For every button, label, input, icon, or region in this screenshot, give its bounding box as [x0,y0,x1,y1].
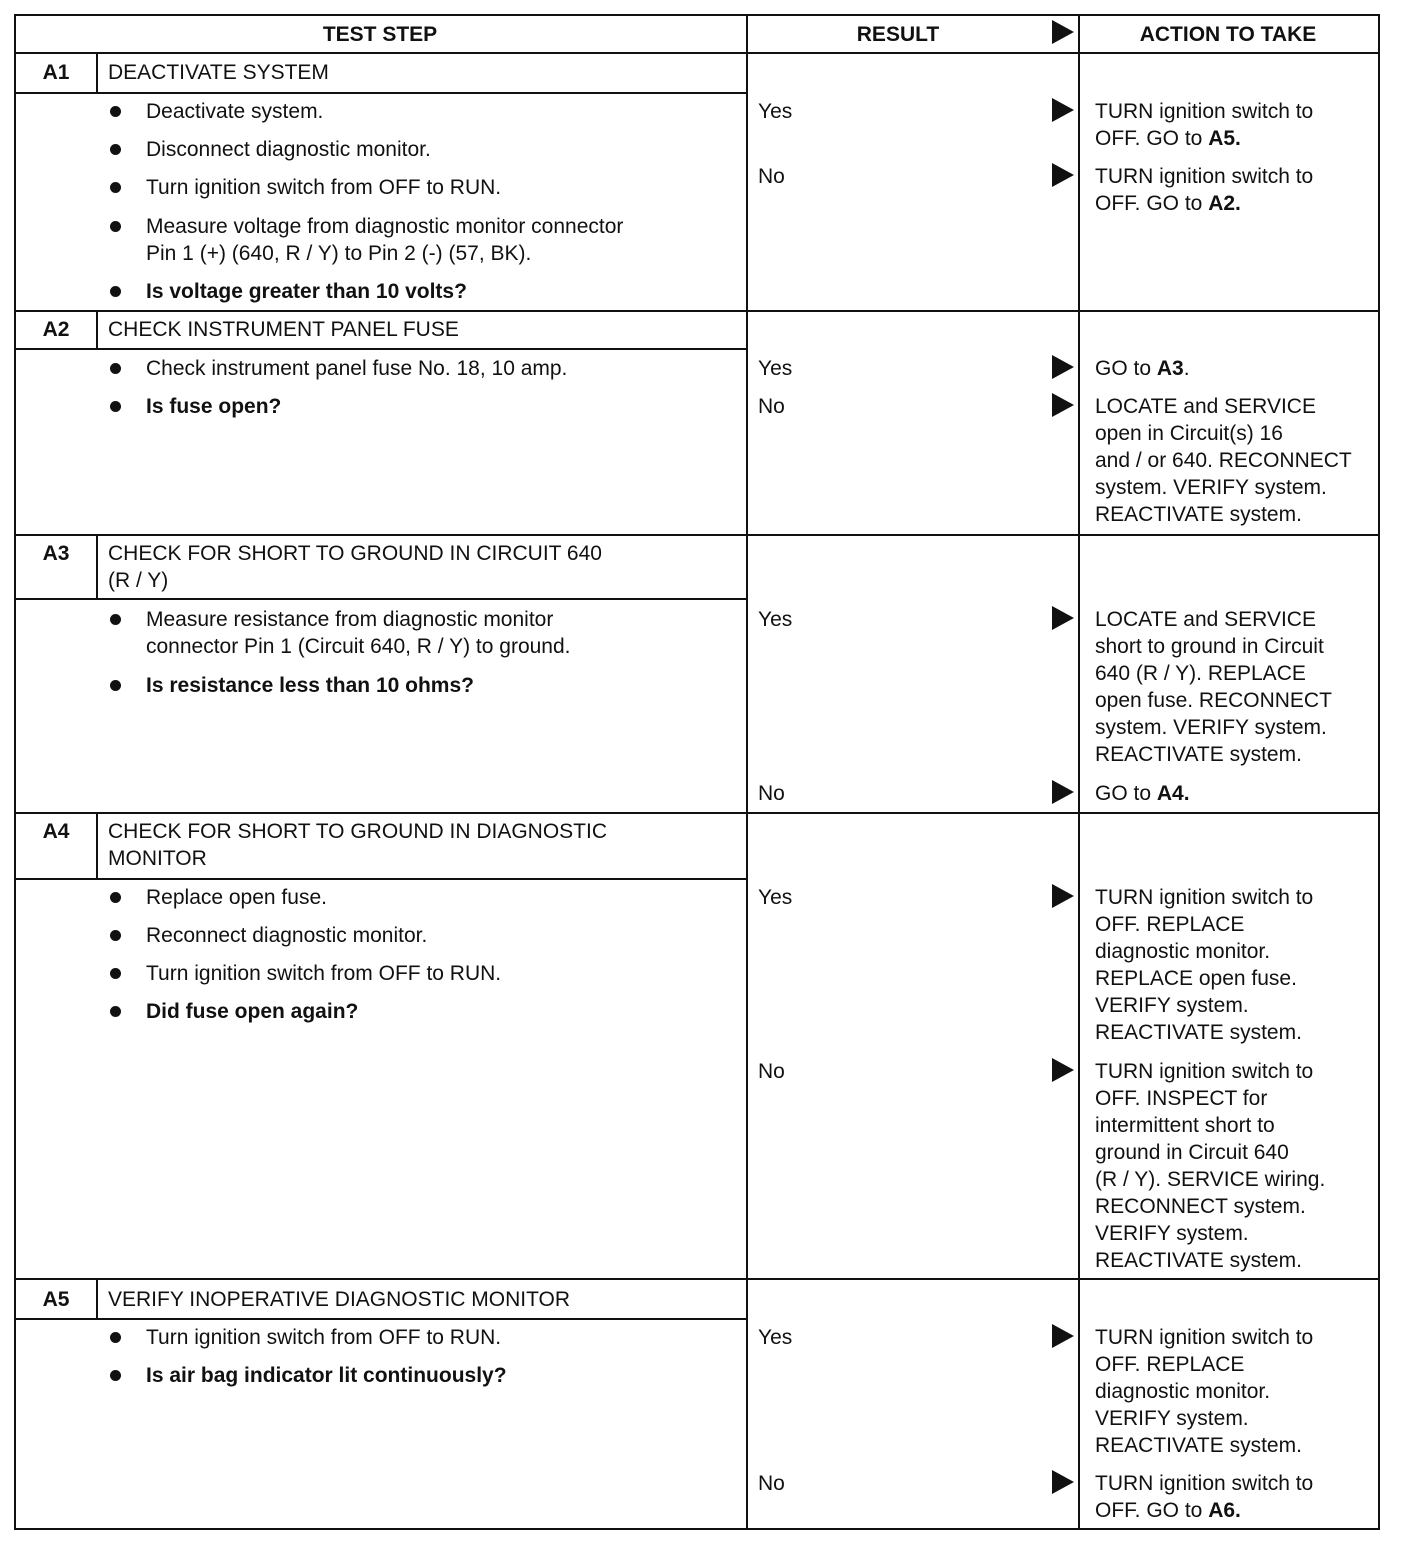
action-line [1095,393,1316,420]
result-column-rule [746,14,748,1528]
result-yes: Yes [758,1326,793,1349]
action-line [1095,1497,1241,1524]
bullet-icon [110,1006,121,1017]
action-text: TURN ignition switch to [1095,886,1314,909]
step-title-rule [14,1318,746,1320]
step-instruction: Is fuse open? [146,395,282,418]
step-instruction: Check instrument panel fuse No. 18, 10 amp. [146,357,568,380]
action-line [1095,1247,1302,1274]
action-text: VERIFY system. [1095,1222,1249,1245]
action-line [1095,1139,1289,1166]
step-instruction: Disconnect diagnostic monitor. [146,138,431,161]
action-text: TURN ignition switch to [1095,1326,1314,1349]
step-reference: A6. [1208,1499,1241,1522]
action-line [1095,1220,1249,1247]
step-instruction: Did fuse open again? [146,1000,359,1023]
result-arrow-icon [1052,1058,1074,1082]
bullet-icon [110,892,121,903]
step-instruction: Reconnect diagnostic monitor. [146,924,428,947]
action-text: diagnostic monitor. [1095,940,1271,963]
result-yes: Yes [758,100,793,123]
step-instruction: Measure voltage from diagnostic monitor connector [146,215,624,238]
bullet-icon [110,614,121,625]
action-line [1095,1324,1313,1351]
step-instruction: Turn ignition switch from OFF to RUN. [146,176,502,199]
action-text: open in Circuit(s) 16 [1095,422,1283,445]
step-separator [14,310,1378,312]
action-line [1095,163,1313,190]
step-instruction: Deactivate system. [146,100,324,123]
table-bottom-border [14,1528,1378,1530]
action-line [1095,884,1313,911]
action-line [1095,992,1249,1019]
step-separator [14,1278,1378,1280]
result-arrow-icon [1052,1324,1074,1348]
action-line [1095,1378,1270,1405]
step-reference: A3 [1156,357,1184,380]
step-id: A5 [42,1288,70,1311]
action-line [1095,780,1190,807]
action-line [1095,1085,1267,1112]
action-text: open fuse. RECONNECT [1095,689,1332,712]
step-title-rule [14,348,746,350]
action-text: GO to [1095,782,1157,805]
action-text: short to ground in Circuit [1095,635,1324,658]
action-line [1095,1112,1275,1139]
action-text: system. VERIFY system. [1095,716,1327,739]
step-title-rule [14,92,746,94]
step-title: VERIFY INOPERATIVE DIAGNOSTIC MONITOR [108,1288,571,1311]
step-reference: A2. [1208,192,1241,215]
action-text: TURN ignition switch to [1095,165,1314,188]
action-text: OFF. INSPECT for [1095,1087,1268,1110]
action-line [1095,741,1302,768]
action-line [1095,98,1313,125]
bullet-icon [110,930,121,941]
bullet-icon [110,1332,121,1343]
step-title: MONITOR [108,847,207,870]
step-reference: A4. [1156,782,1190,805]
action-text: OFF. GO to [1095,192,1209,215]
action-line [1095,125,1241,152]
bullet-icon [110,286,121,297]
action-text: TURN ignition switch to [1095,1472,1314,1495]
action-line [1095,1351,1244,1378]
action-line [1095,474,1327,501]
result-arrow-icon [1052,780,1074,804]
step-id-rule [96,310,98,348]
action-line [1095,190,1241,217]
result-arrow-icon [1052,98,1074,122]
action-text: REACTIVATE system. [1095,1249,1302,1272]
action-line [1095,501,1302,528]
result-arrow-icon [1052,1470,1074,1494]
result-no: No [758,395,785,418]
action-text: 640 (R / Y). REPLACE [1095,662,1306,685]
header-action: ACTION TO TAKE [1139,23,1317,46]
step-reference: A5. [1208,127,1241,150]
action-line [1095,1166,1325,1193]
header-arrow-icon [1052,20,1074,44]
step-instruction: Measure resistance from diagnostic monitor [146,608,554,631]
step-id: A1 [42,61,70,84]
action-line [1095,447,1352,474]
action-line [1095,1058,1313,1085]
step-title-rule [14,878,746,880]
bullet-icon [110,182,121,193]
header-bottom-border [14,52,1378,54]
result-yes: Yes [758,608,793,631]
action-line [1095,714,1327,741]
step-instruction: Is voltage greater than 10 volts? [146,280,467,303]
action-text: intermittent short to [1095,1114,1275,1137]
action-line [1095,687,1332,714]
action-line [1095,1470,1313,1497]
action-line [1095,660,1306,687]
step-id-rule [96,812,98,878]
result-arrow-icon [1052,884,1074,908]
action-text: REPLACE open fuse. [1095,967,1297,990]
action-text: RECONNECT system. [1095,1195,1306,1218]
action-line [1095,1432,1302,1459]
table-top-border [14,14,1378,16]
action-text: LOCATE and SERVICE [1095,395,1316,418]
action-text: REACTIVATE system. [1095,503,1302,526]
header-test-step: TEST STEP [322,23,438,46]
action-line [1095,606,1316,633]
step-separator [14,812,1378,814]
action-text: OFF. REPLACE [1095,1353,1245,1376]
result-no: No [758,1060,785,1083]
step-title: CHECK FOR SHORT TO GROUND IN CIRCUIT 640 [108,542,602,565]
result-arrow-icon [1052,355,1074,379]
step-id-rule [96,1278,98,1318]
action-text: and / or 640. RECONNECT [1095,449,1352,472]
step-instruction: Is air bag indicator lit continuously? [146,1364,507,1387]
step-instruction: Replace open fuse. [146,886,327,909]
action-text: REACTIVATE system. [1095,1434,1302,1457]
bullet-icon [110,401,121,412]
step-title: CHECK INSTRUMENT PANEL FUSE [108,318,459,341]
action-line [1095,965,1297,992]
result-arrow-icon [1052,606,1074,630]
action-text: GO to [1095,357,1157,380]
action-text: TURN ignition switch to [1095,100,1314,123]
result-arrow-icon [1052,393,1074,417]
action-line [1095,911,1244,938]
step-id: A3 [42,542,70,565]
step-title: CHECK FOR SHORT TO GROUND IN DIAGNOSTIC [108,820,607,843]
action-line [1095,420,1283,447]
step-instruction: Turn ignition switch from OFF to RUN. [146,962,502,985]
action-text: system. VERIFY system. [1095,476,1327,499]
step-instruction: Pin 1 (+) (640, R / Y) to Pin 2 (-) (57, BK). [146,242,532,265]
step-id-rule [96,534,98,598]
action-text: (R / Y). SERVICE wiring. [1095,1168,1326,1191]
step-separator [14,534,1378,536]
step-id-rule [96,52,98,92]
step-title: DEACTIVATE SYSTEM [108,61,329,84]
step-title: (R / Y) [108,569,169,592]
bullet-icon [110,968,121,979]
header-result: RESULT [856,23,940,46]
action-text: diagnostic monitor. [1095,1380,1271,1403]
table-right-border [1378,14,1380,1530]
bullet-icon [110,363,121,374]
action-column-rule [1078,14,1080,1528]
action-text: REACTIVATE system. [1095,1021,1302,1044]
action-text: OFF. GO to [1095,127,1209,150]
result-no: No [758,1472,785,1495]
step-title-rule [14,598,746,600]
action-line [1095,1405,1249,1432]
action-text: REACTIVATE system. [1095,743,1302,766]
step-instruction: Is resistance less than 10 ohms? [146,674,474,697]
bullet-icon [110,221,121,232]
step-id: A4 [42,820,70,843]
result-no: No [758,165,785,188]
action-line [1095,1019,1302,1046]
action-text: . [1183,357,1190,380]
action-text: VERIFY system. [1095,1407,1249,1430]
step-instruction: Turn ignition switch from OFF to RUN. [146,1326,502,1349]
result-yes: Yes [758,357,793,380]
action-line [1095,1193,1306,1220]
result-no: No [758,782,785,805]
result-arrow-icon [1052,163,1074,187]
bullet-icon [110,1370,121,1381]
action-line [1095,938,1270,965]
step-id: A2 [42,318,70,341]
action-line [1095,355,1190,382]
step-instruction: connector Pin 1 (Circuit 640, R / Y) to ground. [146,635,571,658]
bullet-icon [110,680,121,691]
result-yes: Yes [758,886,793,909]
action-text: OFF. GO to [1095,1499,1209,1522]
action-text: LOCATE and SERVICE [1095,608,1316,631]
bullet-icon [110,106,121,117]
bullet-icon [110,144,121,155]
action-text: ground in Circuit 640 [1095,1141,1289,1164]
action-line [1095,633,1324,660]
action-text: OFF. REPLACE [1095,913,1245,936]
action-text: VERIFY system. [1095,994,1249,1017]
action-text: TURN ignition switch to [1095,1060,1314,1083]
